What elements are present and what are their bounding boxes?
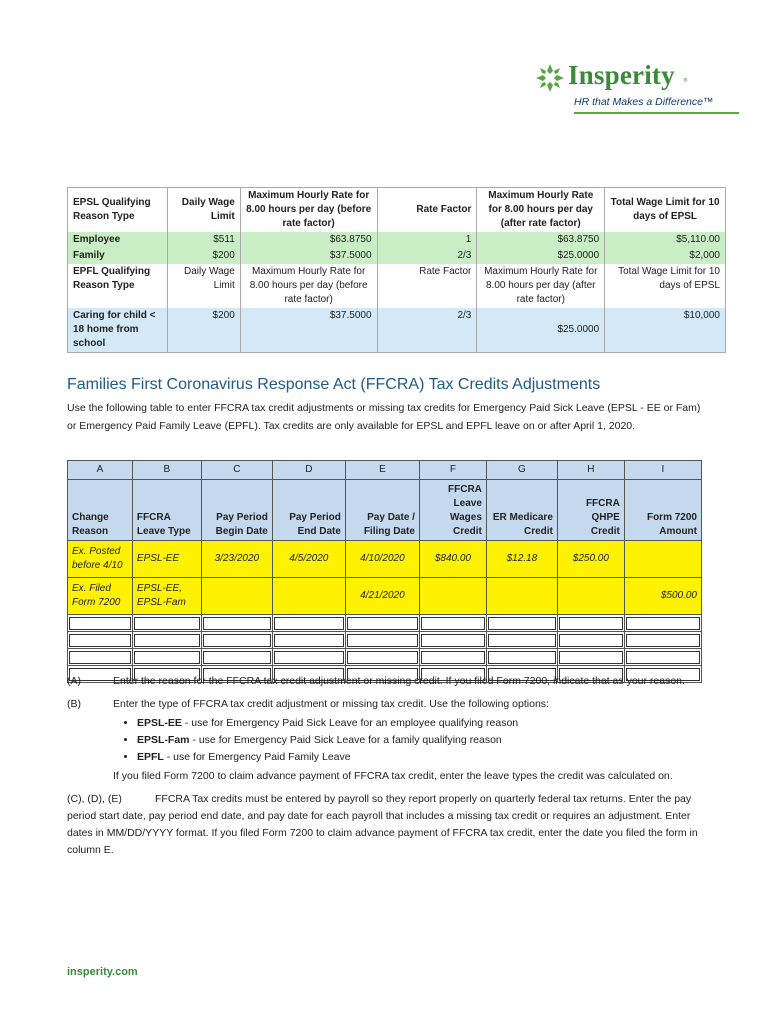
epsl-cell: $511 [167,232,240,248]
column-header: ER Medicare Credit [486,480,557,541]
note-a-text: Enter the reason for the FFCRA tax credit adjustment or missing credit. If you filed Form 7200, indicate that as your reason. [113,675,685,687]
column-letter: I [624,461,701,480]
column-header: Pay Period Begin Date [201,480,272,541]
entry-cell[interactable] [132,649,201,666]
column-letter: H [557,461,624,480]
example-row [68,541,702,578]
epfl-cell: $25.0000 [477,308,605,353]
epsl-rate-table [67,187,726,353]
epsl-cell: $5,110.00 [605,232,726,248]
example-cell: $12.18 [486,541,557,578]
example-cell: 4/10/2020 [345,541,419,578]
example-cell: 4/5/2020 [272,541,345,578]
column-header: Form 7200 Amount [624,480,701,541]
example-cell: Ex. Posted before 4/10 [68,541,133,578]
entry-cell[interactable] [486,615,557,632]
epfl-header-cell: Maximum Hourly Rate for 8.00 hours per day (after rate factor) [477,264,605,308]
epsl-header-cell: EPSL Qualifying Reason Type [68,188,168,233]
epfl-header-cell: Rate Factor [377,264,477,308]
column-header-row [68,480,702,541]
column-letter: E [345,461,419,480]
entry-cell[interactable] [345,649,419,666]
epsl-header-row [68,188,726,233]
column-letter: A [68,461,133,480]
entry-cell[interactable] [201,615,272,632]
entry-cell[interactable] [132,632,201,649]
entry-cell[interactable] [68,649,133,666]
epsl-cell: $25.0000 [477,248,605,264]
entry-cell[interactable] [624,632,701,649]
entry-cell[interactable] [68,615,133,632]
example-cell: Ex. Filed Form 7200 [68,578,133,615]
entry-cell[interactable] [132,615,201,632]
note-b [67,696,717,713]
epfl-cell: $200 [167,308,240,353]
entry-cell[interactable] [419,632,486,649]
example-cell: $500.00 [624,578,701,615]
column-header: FFCRA Leave Type [132,480,201,541]
epfl-cell: Caring for child < 18 home from school [68,308,168,353]
ffcra-adjustments-table [67,460,702,683]
column-letter: B [132,461,201,480]
epfl-header-cell: Daily Wage Limit [167,264,240,308]
footer-url[interactable]: insperity.com [67,966,138,978]
entry-cell[interactable] [345,632,419,649]
epfl-header-cell: Maximum Hourly Rate for 8.00 hours per day (before rate factor) [240,264,377,308]
epsl-header-cell: Rate Factor [377,188,477,233]
epfl-cell: $37.5000 [240,308,377,353]
example-cell [557,578,624,615]
entry-cell[interactable] [557,632,624,649]
epfl-cell: $10,000 [605,308,726,353]
entry-cell[interactable] [272,615,345,632]
example-cell: EPSL-EE, EPSL-Fam [132,578,201,615]
column-letter: C [201,461,272,480]
section-intro: Use the following table to enter FFCRA tax credit adjustments or missing tax credits for Emergency Paid Sick Leave (EPSL - EE or Fam) or Emergency Paid Family Leave (EPFL). Tax credits are only available for EPSL and EPFL leave on or after April 1, 2020. [67,402,701,432]
example-cell: $250.00 [557,541,624,578]
entry-cell[interactable] [68,632,133,649]
epsl-header-cell: Maximum Hourly Rate for 8.00 hours per day (before rate factor) [240,188,377,233]
epsl-cell: $63.8750 [240,232,377,248]
instructions [67,673,717,859]
epsl-header-cell: Daily Wage Limit [167,188,240,233]
note-cde-text: FFCRA Tax credits must be entered by payroll so they report properly on quarterly federal tax returns. Enter the pay period start date, pay period end date, and pay date for each payroll that includes a missing tax credit or requires an adjustment. Enter dates in MM/DD/YYYY format. If you filed Form 7200 to claim advance payment of FFCRA tax credit, enter the date you filed the form in column E. [67,793,698,856]
entry-row [68,632,702,649]
entry-cell[interactable] [486,632,557,649]
epfl-row-child [68,308,726,353]
brand-name: Insperity [568,60,675,90]
example-cell [624,541,701,578]
epfl-header-cell: EPFL Qualifying Reason Type [68,264,168,308]
entry-cell[interactable] [201,632,272,649]
entry-cell[interactable] [345,615,419,632]
epsl-header-cell: Total Wage Limit for 10 days of EPSL [605,188,726,233]
column-letter: D [272,461,345,480]
epsl-cell: 2/3 [377,248,477,264]
epfl-cell: 2/3 [377,308,477,353]
example-cell [486,578,557,615]
note-b-label: (B) [67,698,81,710]
entry-cell[interactable] [419,649,486,666]
column-header: Change Reason [68,480,133,541]
entry-cell[interactable] [624,615,701,632]
epsl-cell: $63.8750 [477,232,605,248]
note-b-text: Enter the type of FFCRA tax credit adjustment or missing tax credit. Use the following options: [113,698,549,710]
epfl-header-row [68,264,726,308]
entry-cell[interactable] [419,615,486,632]
registered-mark: ® [683,78,688,84]
note-cde-label: (C), (D), (E) [67,793,122,805]
note-a [67,673,717,690]
entry-cell[interactable] [557,649,624,666]
example-cell: 4/21/2020 [345,578,419,615]
epsl-cell: $37.5000 [240,248,377,264]
example-cell [272,578,345,615]
epsl-cell: Family [68,248,168,264]
section-title: Families First Coronavirus Response Act (FFCRA) Tax Credits Adjustments [67,376,601,393]
epsl-cell: 1 [377,232,477,248]
example-cell: EPSL-EE [132,541,201,578]
option-item [137,715,717,732]
example-cell: $840.00 [419,541,486,578]
entry-cell[interactable] [201,649,272,666]
option-code: EPSL-EE [137,717,182,729]
epsl-header-cell: Maximum Hourly Rate for 8.00 hours per day (after rate factor) [477,188,605,233]
entry-cell[interactable] [272,649,345,666]
option-desc: - use for Emergency Paid Sick Leave for an employee qualifying reason [181,717,519,729]
example-row [68,578,702,615]
option-item [137,749,717,766]
entry-cell[interactable] [624,649,701,666]
column-letter-row [68,461,702,480]
epsl-cell: $200 [167,248,240,264]
example-cell [419,578,486,615]
column-header: Pay Date / Filing Date [345,480,419,541]
brand-tagline: HR that Makes a Difference™ [574,96,714,108]
epfl-header-cell: Total Wage Limit for 10 days of EPSL [605,264,726,308]
note-b-extra: If you filed Form 7200 to claim advance payment of FFCRA tax credit, enter the leave types the credit was calculated on. [113,770,673,782]
leave-type-options [127,715,717,766]
note-cde [67,791,717,859]
option-desc: - use for Emergency Paid Family Leave [163,751,351,763]
entry-cell[interactable] [486,649,557,666]
column-header: FFCRA Leave Wages Credit [419,480,486,541]
insperity-logo [534,60,734,116]
tagline-underline [574,112,739,114]
column-header: FFCRA QHPE Credit [557,480,624,541]
epsl-row-employee [68,232,726,248]
example-cell [201,578,272,615]
option-code: EPFL [137,751,164,763]
entry-cell[interactable] [557,615,624,632]
note-a-label: (A) [67,675,81,687]
entry-row [68,649,702,666]
epsl-cell: Employee [68,232,168,248]
entry-row [68,615,702,632]
epsl-row-family [68,248,726,264]
entry-cell[interactable] [272,632,345,649]
column-letter: G [486,461,557,480]
column-letter: F [419,461,486,480]
option-code: EPSL-Fam [137,734,190,746]
insperity-leaf-icon [534,62,566,94]
option-desc: - use for Emergency Paid Sick Leave for a family qualifying reason [189,734,502,746]
option-item [137,732,717,749]
epsl-cell: $2,000 [605,248,726,264]
column-header: Pay Period End Date [272,480,345,541]
example-cell: 3/23/2020 [201,541,272,578]
